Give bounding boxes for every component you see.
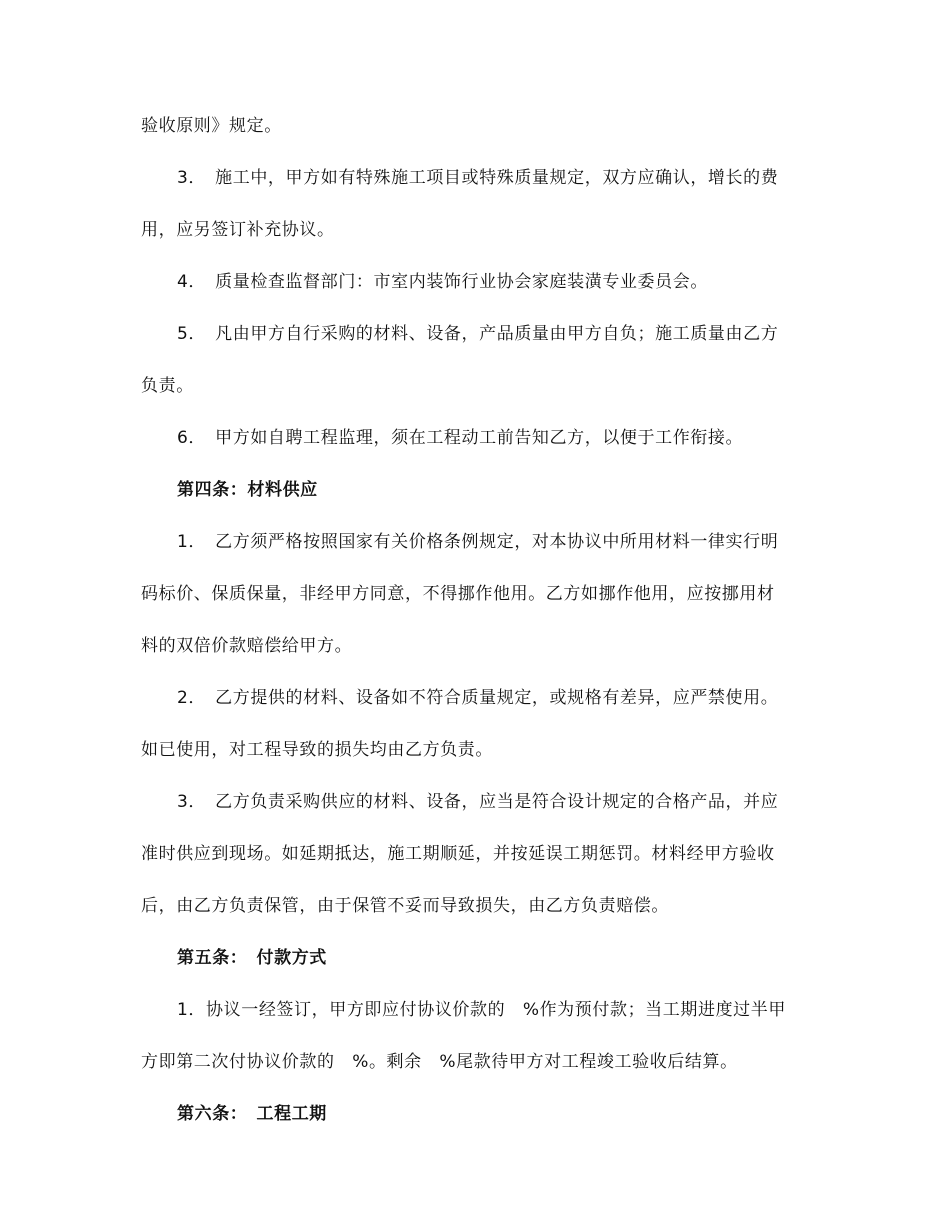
text-line: 3． 乙方负责采购供应的材料、设备，应当是符合设计规定的合格产品，并应 xyxy=(177,792,779,812)
text-line: 验收原则》规定。 xyxy=(141,116,282,136)
text-line: 准时供应到现场。如延期抵达，施工期顺延，并按延误工期惩罚。材料经甲方验收 xyxy=(141,844,775,864)
text-line: 码标价、保质保量，非经甲方同意，不得挪作他用。乙方如挪作他用，应按挪用材 xyxy=(141,584,775,604)
text-line: 1． 乙方须严格按照国家有关价格条例规定，对本协议中所用材料一律实行明 xyxy=(177,532,779,552)
text-line: 1．协议一经签订，甲方即应付协议价款的 %作为预付款；当工期进度过半甲 xyxy=(177,1000,786,1020)
text-line: 4． 质量检查监督部门：市室内装饰行业协会家庭装潢专业委员会。 xyxy=(177,272,708,292)
text-line: 负责。 xyxy=(141,376,194,396)
text-line: 后，由乙方负责保管，由于保管不妥而导致损失，由乙方负责赔偿。 xyxy=(141,896,669,916)
text-line: 2． 乙方提供的材料、设备如不符合质量规定，或规格有差异，应严禁使用。 xyxy=(177,688,779,708)
text-line: 3． 施工中，甲方如有特殊施工项目或特殊质量规定，双方应确认，增长的费 xyxy=(177,168,779,188)
section-heading: 第四条：材料供应 xyxy=(177,480,318,500)
section-heading: 第五条： 付款方式 xyxy=(177,948,327,968)
section-heading: 第六条： 工程工期 xyxy=(177,1104,327,1124)
text-line: 5． 凡由甲方自行采购的材料、设备，产品质量由甲方自负；施工质量由乙方 xyxy=(177,324,779,344)
text-line: 用，应另签订补充协议。 xyxy=(141,220,335,240)
text-line: 方即第二次付协议价款的 %。剩余 %尾款待甲方对工程竣工验收后结算。 xyxy=(141,1052,738,1072)
text-line: 如已使用，对工程导致的损失均由乙方负责。 xyxy=(141,740,493,760)
text-line: 料的双倍价款赔偿给甲方。 xyxy=(141,636,353,656)
text-line: 6． 甲方如自聘工程监理，须在工程动工前告知乙方，以便于工作衔接。 xyxy=(177,428,744,448)
